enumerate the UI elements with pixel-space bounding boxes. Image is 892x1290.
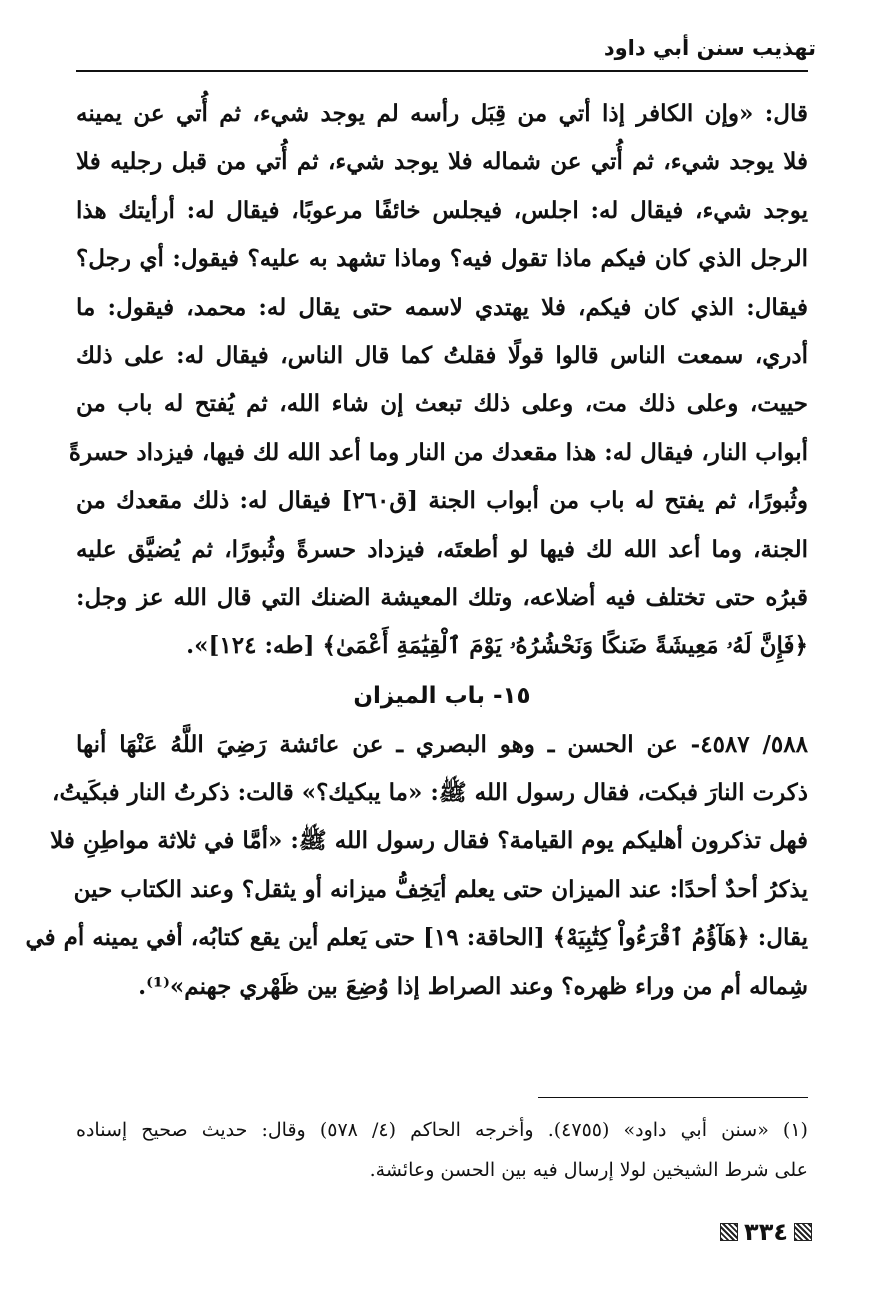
text-line: أبواب النار، فيقال له: هذا مقعدك من النار وما أعد الله لك فيها، فيزداد حسرةً bbox=[68, 438, 808, 466]
footnote-line: (١) «سنن أبي داود» (٤٧٥٥). وأخرجه الحاكم (٤/ ٥٧٨) وقال: حديث صحيح إسناده bbox=[76, 1119, 808, 1141]
text-line: فهل تذكرون أهليكم يوم القيامة؟ فقال رسول الله ﷺ: «أمَّا في ثلاثة مواطِنِ فلا bbox=[50, 827, 808, 855]
section-heading: ١٥- باب الميزان bbox=[353, 682, 531, 709]
header-rule bbox=[76, 70, 808, 72]
text-line: وثُبورًا، ثم يفتح له باب من أبواب الجنة [ق٢٦٠] فيقال له: ذلك مقعدك من bbox=[76, 487, 808, 515]
text-line: فلا يوجد شيء، ثم أُتي عن شماله فلا يوجد شيء، ثم أُتي من قبل رجليه فلا bbox=[76, 148, 808, 176]
page-number: ٣٣٤ bbox=[744, 1218, 788, 1246]
running-header: تهذيب سنن أبي داود bbox=[603, 36, 816, 60]
diamond-ornament-icon bbox=[720, 1223, 738, 1241]
quran-verse-line: ﴿فَإِنَّ لَهُۥ مَعِيشَةً ضَنكًا وَنَحْشُرُهُۥ يَوْمَ ٱلْقِيَٰمَةِ أَعْمَىٰ﴾ [طه: ١٢٤]». bbox=[186, 632, 808, 660]
text-line: قبرُه حتى تختلف فيه أضلاعه، وتلك المعيشة الضنك التي قال الله عز وجل: bbox=[76, 583, 808, 611]
main-text bbox=[25, 90, 808, 1011]
diamond-ornament-icon bbox=[794, 1223, 812, 1241]
text-line: ذكرت النارَ فبكت، فقال رسول الله ﷺ: «ما يبكيك؟» قالت: ذكرتُ النار فبكَيتُ، bbox=[52, 779, 808, 807]
footnote-line: على شرط الشيخين لولا إرسال فيه بين الحسن وعائشة. bbox=[369, 1159, 808, 1181]
text-line: فيقال: الذي كان فيكم، فلا يهتدي لاسمه حتى يقال له: محمد، فيقول: ما bbox=[76, 293, 808, 321]
text-line: يذكرُ أحدٌ أحدًا: عند الميزان حتى يعلم أيَخِفُّ ميزانه أو يثقل؟ وعند الكتاب حين bbox=[73, 875, 808, 903]
text-line: يوجد شيء، فيقال له: اجلس، فيجلس خائفًا مرعوبًا، فيقال له: أرأيتك هذا bbox=[76, 196, 808, 224]
footnote-separator bbox=[538, 1097, 808, 1098]
hadith-number-line: ٥٨٨/ ٤٥٨٧- عن الحسن ـ وهو البصري ـ عن عائشة رَضِيَ اللَّهُ عَنْهَا أنها bbox=[76, 730, 808, 758]
text-line: يقال: ﴿هَآؤُمُ ٱقْرَءُواْ كِتَٰبِيَهْ﴾ [الحاقة: ١٩] حتى يَعلم أين يقع كتابُه، أفي يمينه أم في bbox=[25, 924, 808, 952]
text-line: حييت، وعلى ذلك مت، وعلى ذلك تبعث إن شاء الله، ثم يُفتح له باب من bbox=[76, 390, 808, 418]
text-line: الرجل الذي كان فيكم ماذا تقول فيه؟ وماذا تشهد به عليه؟ فيقول: أي رجل؟ bbox=[76, 245, 808, 273]
text-line: قال: «وإن الكافر إذا أتي من قِبَل رأسه لم يوجد شيء، ثم أُتي عن يمينه bbox=[76, 100, 808, 127]
text-line: أدري، سمعت الناس قالوا قولًا فقلتُ كما قال الناس، فيقال له: على ذلك bbox=[76, 341, 808, 369]
text-line: الجنة، وما أعد الله لك فيها لو أطعتَه، فيزداد حسرةً وثُبورًا، ثم يُضيَّق عليه bbox=[76, 535, 808, 563]
page-folio bbox=[720, 1218, 812, 1246]
footnotes bbox=[76, 1110, 808, 1190]
text-line: شِماله أم من وراء ظهره؟ وعند الصراط إذا وُضِعَ بين ظَهْري جهنم»⁽¹⁾. bbox=[138, 972, 808, 1000]
